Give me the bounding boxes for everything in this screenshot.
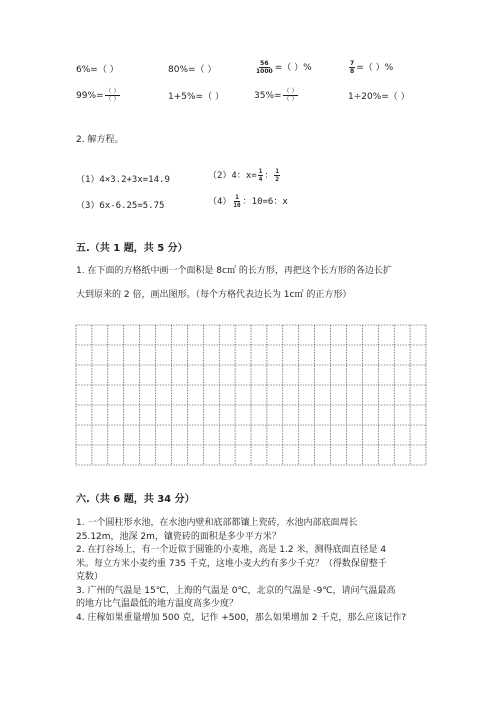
fraction: $\frac{1}{10}$ [233, 194, 241, 209]
square-grid-paper[interactable] [75, 324, 427, 466]
section-6-line: 克数） [76, 572, 104, 582]
q1-row2-c: 35%= $\frac{( )}{( )}$ [254, 88, 298, 103]
section-5-line-2: 大到原来的 2 倍，画出图形。（每个方格代表边长为 1c㎡ 的正方形） [76, 290, 352, 300]
section-6-line: 1. 一个圆柱形水池，在水池内壁和底部都镶上瓷砖，水池内部底面周长 [76, 518, 358, 528]
section-5-title: 五.（共 1 题，共 5 分） [76, 243, 188, 254]
equation-1: （1）4×3.2+3x=14.9 [76, 175, 170, 185]
fraction: $\frac{( )}{( )}$ [283, 88, 298, 103]
fraction: $\frac{1}{4}$ [258, 168, 263, 183]
q1-row2-b: 1+5%=（ ） [168, 92, 224, 102]
fraction: $\frac{( )}{( )}$ [105, 88, 120, 103]
section-6-line: 2. 在打谷场上，有一个近似于圆锥的小麦堆，高是 1.2 米，测得底面直径是 4 [76, 545, 387, 555]
q2-title: 2. 解方程。 [76, 135, 124, 145]
section-6-line: 的地方比气温最低的地方温度高多少度？ [76, 599, 239, 609]
section-5-line-1: 1. 在下面的方格纸中画一个面积是 8c㎡ 的长方形，再把这个长方形的各边长扩 [76, 266, 392, 276]
fraction: $\frac{7}{8}$ [350, 60, 355, 75]
q1-row1-d: $\frac{7}{8}$ =（ ）% [350, 60, 394, 75]
q1-row1-a: 6%=（ ） [76, 65, 119, 75]
section-6-line: 4. 庄稼如果重量增加 500 克，记作 +500，那么如果增加 2 千克，那么应该记作? [76, 613, 407, 623]
section-6-line: 25.12m，池深 2m，镶瓷砖的面积是多少平方米？ [76, 532, 281, 542]
q1-row2-a: 99%= $\frac{( )}{( )}$ [76, 88, 120, 103]
section-6-line: 米。每立方米小麦约重 735 千克，这堆小麦大约有多少千克？（得数保留整千 [76, 559, 387, 569]
q1-row1-c: $\frac{56}{1000}$ =（ ）% [256, 60, 312, 75]
section-6-line: 3. 广州的气温是 15℃，上海的气温是 0℃，北京的气温是 -9℃，请问气温最高 [76, 586, 396, 596]
q1-row2-d: 1÷20%=（ ） [348, 92, 410, 102]
equation-3: （3）6x-6.25=5.75 [76, 201, 165, 211]
section-6-title: 六.（共 6 题，共 34 分） [76, 494, 195, 505]
fraction: $\frac{56}{1000}$ [256, 60, 273, 75]
q1-row1-b: 80%=（ ） [168, 65, 217, 75]
equation-4: （4） $\frac{1}{10}$ ：10=6：x [208, 194, 288, 209]
fraction: $\frac{1}{2}$ [275, 168, 279, 183]
equation-2: （2）4：x= $\frac{1}{4}$ ： $\frac{1}{2}$ [208, 168, 279, 183]
